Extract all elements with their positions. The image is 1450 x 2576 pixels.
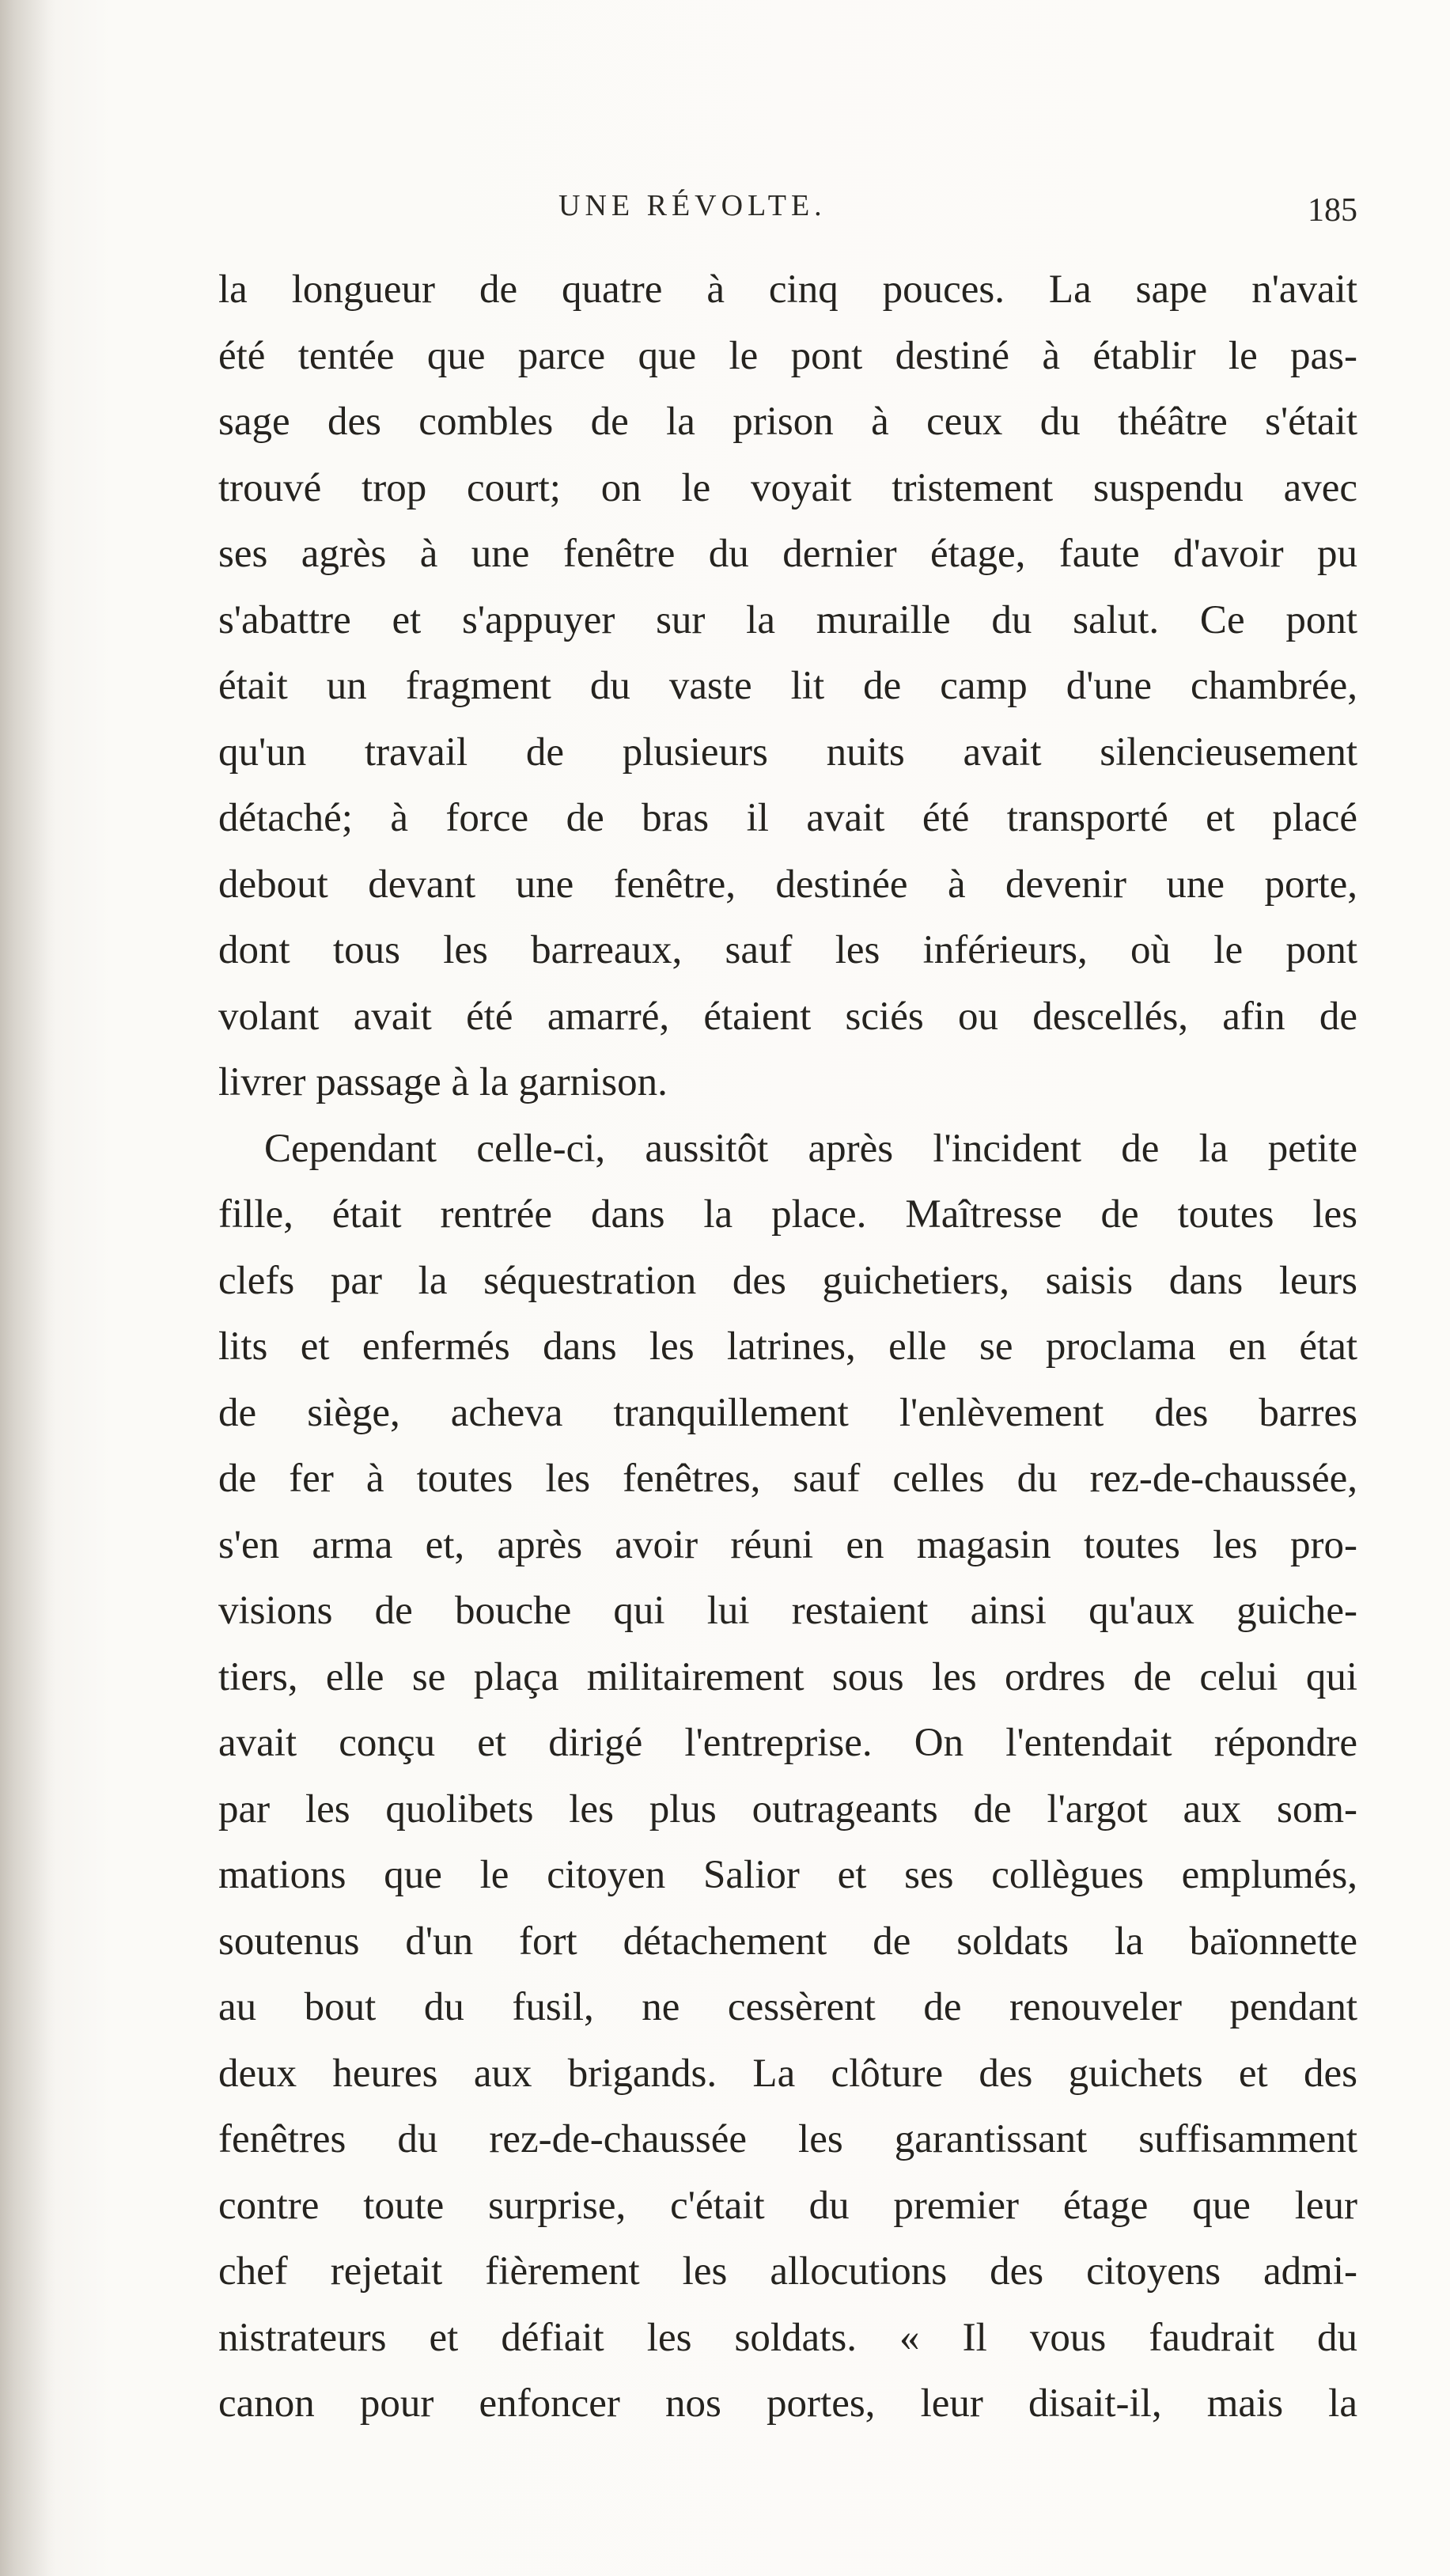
text-line: était un fragment du vaste lit de camp d'une chambrée, <box>218 664 1357 708</box>
page-header <box>218 188 1357 236</box>
paragraph-last-line: livrer passage à la garnison. <box>218 1060 668 1104</box>
text-line: soutenus d'un fort détachement de soldats la baïonnette <box>218 1919 1357 1964</box>
page-number: 185 <box>1308 192 1357 229</box>
text-line: s'abattre et s'appuyer sur la muraille du salut. Ce pont <box>218 597 1357 642</box>
text-line: visions de bouche qui lui restaient ainsi qu'aux guiche- <box>218 1589 1357 1633</box>
text-line: chef rejetait fièrement les allocutions des citoyens admi- <box>218 2249 1357 2294</box>
text-line: clefs par la séquestration des guichetiers, saisis dans leurs <box>218 1258 1357 1303</box>
text-line: nistrateurs et défiait les soldats. « Il vous faudrait du <box>218 2315 1357 2360</box>
text-line: détaché; à force de bras il avait été transporté et placé <box>218 796 1357 840</box>
text-line: s'en arma et, après avoir réuni en magasin toutes les pro- <box>218 1522 1357 1567</box>
text-line: ses agrès à une fenêtre du dernier étage, faute d'avoir pu <box>218 532 1357 576</box>
gutter-shadow <box>0 0 55 2576</box>
text-line: volant avait été amarré, étaient sciés ou descellés, afin de <box>218 994 1357 1039</box>
text-line: fille, était rentrée dans la place. Maîtresse de toutes les <box>218 1192 1357 1237</box>
running-title: UNE RÉVOLTE. <box>558 189 827 222</box>
text-line: au bout du fusil, ne cessèrent de renouveler pendant <box>218 1985 1357 2029</box>
text-line: de siège, acheva tranquillement l'enlèvement des barres <box>218 1390 1357 1435</box>
text-line: mations que le citoyen Salior et ses collègues emplumés, <box>218 1853 1357 1897</box>
text-line: de fer à toutes les fenêtres, sauf celles du rez-de-chaussée, <box>218 1457 1357 1501</box>
paragraph-first-line: Cependant celle-ci, aussitôt après l'incident de la petite <box>264 1126 1357 1171</box>
text-line: par les quolibets les plus outrageants de l'argot aux som- <box>218 1786 1357 1832</box>
text-line: fenêtres du rez-de-chaussée les garantissant suffisamment <box>218 2117 1357 2161</box>
text-line: canon pour enfoncer nos portes, leur disait-il, mais la <box>218 2381 1357 2426</box>
text-line: lits et enfermés dans les latrines, elle se proclama en état <box>218 1324 1357 1369</box>
text-line: été tentée que parce que le pont destiné à établir le pas- <box>218 333 1357 378</box>
text-line: sage des combles de la prison à ceux du théâtre s'était <box>218 400 1357 444</box>
text-line: avait conçu et dirigé l'entreprise. On l'entendait répondre <box>218 1721 1357 1765</box>
text-line: deux heures aux brigands. La clôture des guichets et des <box>218 2051 1357 2096</box>
body-text <box>218 257 1357 2438</box>
text-line: la longueur de quatre à cinq pouces. La sape n'avait <box>218 267 1357 312</box>
text-line: debout devant une fenêtre, destinée à devenir une porte, <box>218 862 1357 907</box>
text-line: trouvé trop court; on le voyait tristement suspendu avec <box>218 465 1357 510</box>
text-line: qu'un travail de plusieurs nuits avait silencieusement <box>218 729 1357 775</box>
text-line: dont tous les barreaux, sauf les inférieurs, où le pont <box>218 928 1357 972</box>
text-line: tiers, elle se plaça militairement sous les ordres de celui qui <box>218 1654 1357 1699</box>
text-line: contre toute surprise, c'était du premier étage que leur <box>218 2183 1357 2228</box>
